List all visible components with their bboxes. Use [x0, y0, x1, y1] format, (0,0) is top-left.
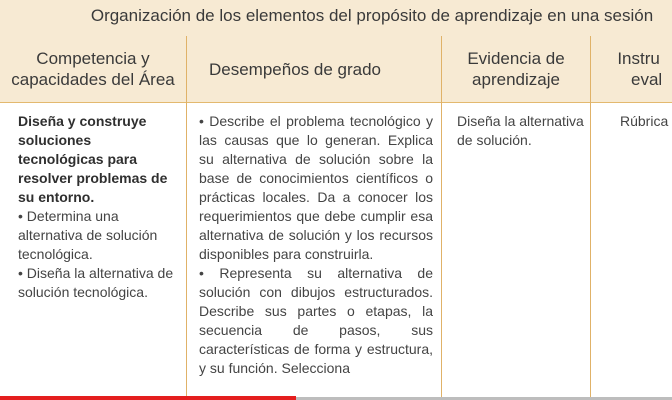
header-evidencia-line2: aprendizaje	[472, 70, 560, 89]
desempenos-cell	[199, 112, 433, 378]
evidencia-cell	[457, 112, 587, 150]
desempeno-item: • Representa su alternativa de solución con dibujos estructurados. Describe sus partes o etapas, la secuencia de pasos, sus características de forma y estructura, y su función. Selecciona	[199, 265, 433, 376]
video-progress-played[interactable]	[0, 396, 296, 400]
header-evidencia-line1: Evidencia de	[467, 49, 565, 68]
header-instrumento-line2: eval	[631, 70, 663, 89]
capacidad-item: • Determina una alternativa de solución tecnológica.	[18, 208, 158, 262]
header-instrumento-line1: Instru	[617, 49, 660, 68]
table-title: Organización de los elementos del propósito de aprendizaje en una sesión	[90, 6, 654, 25]
header-competencia-line1: Competencia y	[36, 49, 150, 68]
evidencia-text: Diseña la alternativa de solución.	[457, 113, 584, 148]
header-instrumento	[591, 36, 672, 102]
capacidad-item: • Diseña la alternativa de solución tecnológica.	[18, 265, 174, 300]
title-bar	[0, 0, 672, 37]
header-competencia	[0, 36, 186, 102]
header-desempenos	[187, 36, 441, 102]
competencia-cell	[18, 112, 178, 302]
header-competencia-line2: capacidades del Área	[11, 70, 175, 89]
desempeno-item: • Describe el problema tecnológico y las causas que lo generan. Explica su alternativa de solución sobre la base de conocimientos científicos o prácticas locales. Da a conocer los requerimientos que debe cumplir esa alternativa de solución y los recursos disponibles para construirla.	[199, 113, 433, 262]
header-evidencia	[442, 36, 590, 102]
header-desempenos-label: Desempeños de grado	[209, 59, 382, 79]
instrumento-cell	[620, 112, 672, 131]
instrumento-text: Rúbrica	[620, 113, 669, 129]
competencia-title: Diseña y construye soluciones tecnológicas para resolver problemas de su entorno.	[18, 113, 168, 205]
